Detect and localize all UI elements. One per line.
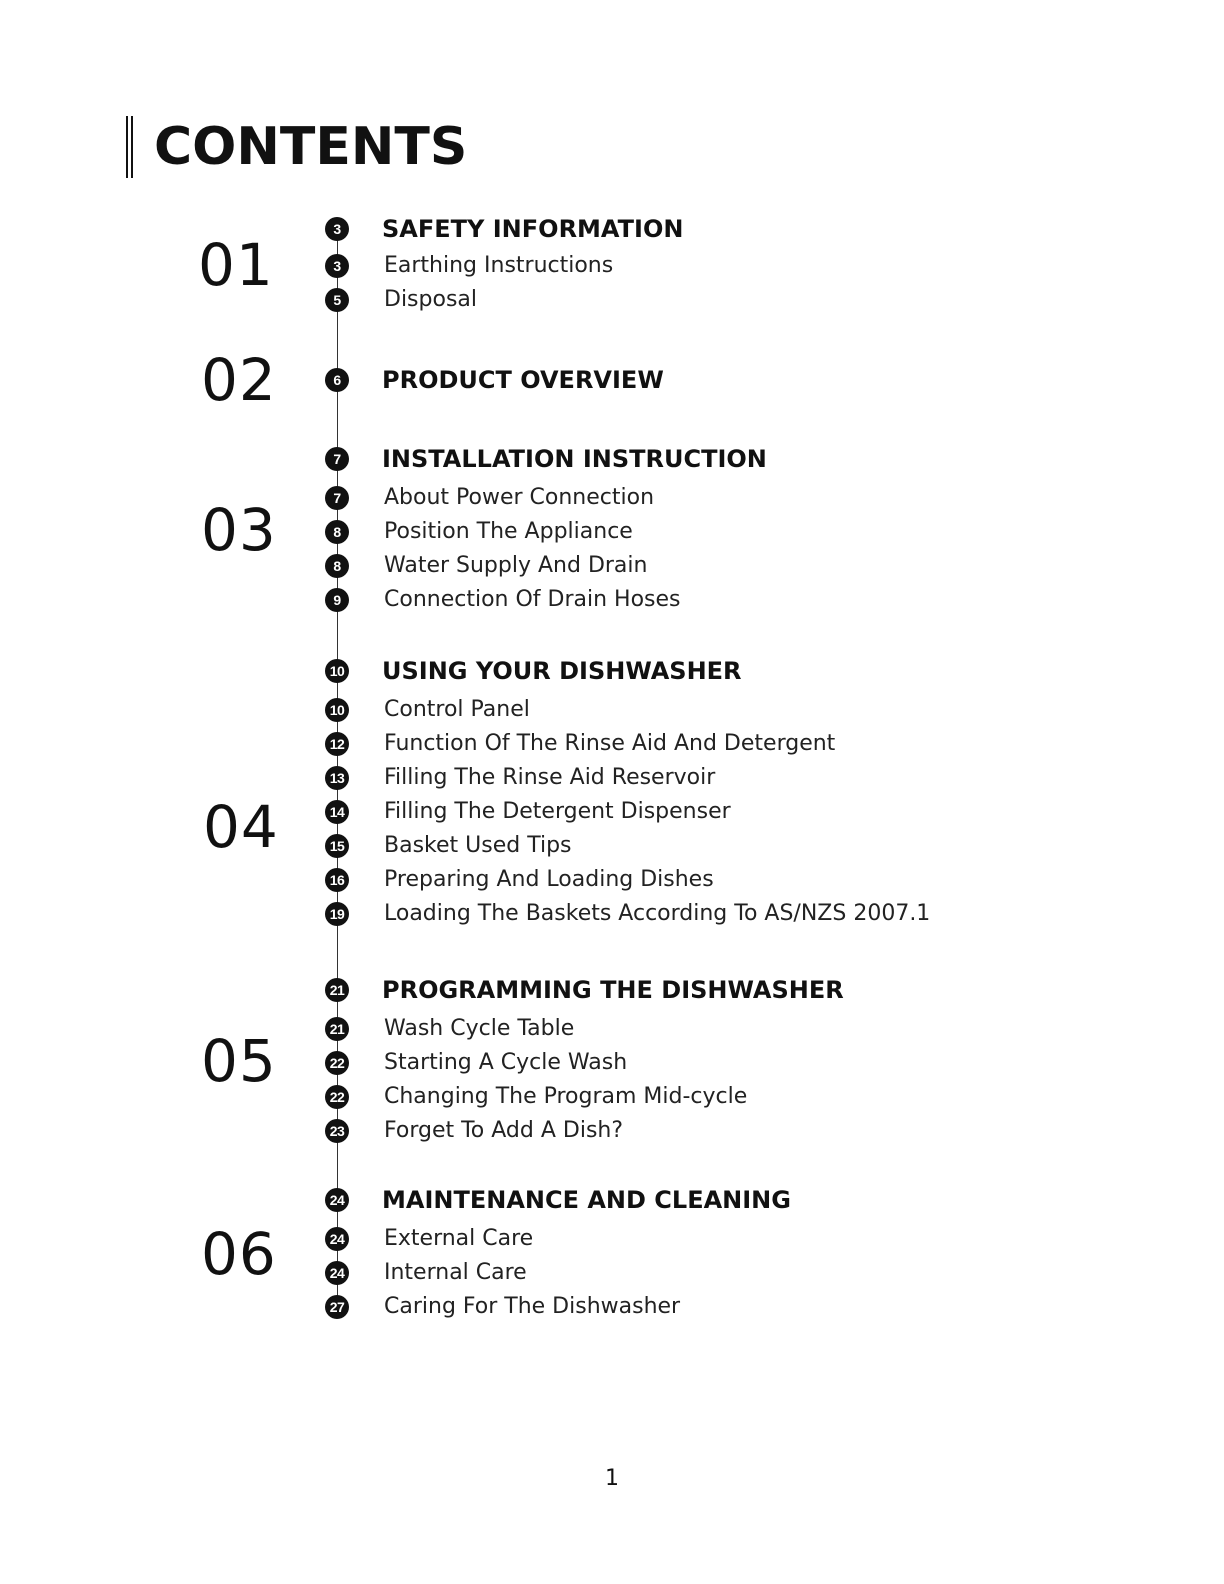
toc-entry-label: Control Panel <box>384 697 530 722</box>
toc-entry-label: Forget To Add A Dish? <box>384 1118 624 1143</box>
page-badge: 24 <box>325 1261 349 1285</box>
page-badge: 10 <box>325 659 349 683</box>
page-badge: 12 <box>325 732 349 756</box>
toc-entry-row <box>0 517 1224 547</box>
toc-entry-row <box>0 865 1224 895</box>
section-number: 04 <box>203 793 279 861</box>
page-badge: 7 <box>325 486 349 510</box>
toc-entry-label: Water Supply And Drain <box>384 553 648 578</box>
page-badge: 21 <box>325 1017 349 1041</box>
section-number: 05 <box>201 1027 277 1095</box>
page-badge: 22 <box>325 1051 349 1075</box>
toc-entry-label: External Care <box>384 1226 534 1251</box>
page-badge: 6 <box>325 368 349 392</box>
toc-entry-label: Disposal <box>384 287 477 312</box>
toc-entry-label: Position The Appliance <box>384 519 633 544</box>
page-badge: 7 <box>325 447 349 471</box>
toc-entry-label: Internal Care <box>384 1260 527 1285</box>
toc-entry-row <box>0 1082 1224 1112</box>
section-heading-row <box>0 975 1224 1005</box>
toc-entry-label: Starting A Cycle Wash <box>384 1050 628 1075</box>
page-badge: 15 <box>325 834 349 858</box>
page-badge: 3 <box>325 254 349 278</box>
page-badge: 14 <box>325 800 349 824</box>
page-badge: 27 <box>325 1295 349 1319</box>
toc-entry-label: Wash Cycle Table <box>384 1016 575 1041</box>
toc-entry-row <box>0 1116 1224 1146</box>
page-badge: 23 <box>325 1119 349 1143</box>
page-badge: 9 <box>325 588 349 612</box>
toc-entry-row <box>0 285 1224 315</box>
toc-entry-row <box>0 551 1224 581</box>
section-heading: PRODUCT OVERVIEW <box>382 366 664 394</box>
toc-entry-label: Basket Used Tips <box>384 833 572 858</box>
section-heading: USING YOUR DISHWASHER <box>382 657 742 685</box>
section-heading-row <box>0 444 1224 474</box>
toc-entry-label: Preparing And Loading Dishes <box>384 867 714 892</box>
section-heading: SAFETY INFORMATION <box>382 215 684 243</box>
toc-entry-label: Caring For The Dishwasher <box>384 1294 681 1319</box>
toc-entry-label: Loading The Baskets According To AS/NZS 2007.1 <box>384 901 931 926</box>
toc-entry-label: Connection Of Drain Hoses <box>384 587 681 612</box>
toc-entry-label: Filling The Detergent Dispenser <box>384 799 731 824</box>
toc-entry-row <box>0 797 1224 827</box>
page-badge: 24 <box>325 1227 349 1251</box>
toc-entry-row <box>0 1014 1224 1044</box>
toc-entry-label: Filling The Rinse Aid Reservoir <box>384 765 716 790</box>
page-badge: 8 <box>325 520 349 544</box>
toc-entry-row <box>0 483 1224 513</box>
toc-entry-row <box>0 585 1224 615</box>
toc-entry-label: Function Of The Rinse Aid And Detergent <box>384 731 836 756</box>
page-badge: 5 <box>325 288 349 312</box>
page-badge: 19 <box>325 902 349 926</box>
section-number: 06 <box>201 1220 277 1288</box>
toc-entry-row <box>0 729 1224 759</box>
page-number: 1 <box>605 1466 619 1491</box>
toc-entry-row <box>0 1224 1224 1254</box>
title-double-bar <box>126 116 134 178</box>
toc-entry-row <box>0 831 1224 861</box>
page-badge: 8 <box>325 554 349 578</box>
toc-entry-row <box>0 899 1224 929</box>
section-heading-row <box>0 656 1224 686</box>
section-heading-row <box>0 1185 1224 1215</box>
section-number: 02 <box>201 346 277 414</box>
toc-entry-row <box>0 1048 1224 1078</box>
page-badge: 22 <box>325 1085 349 1109</box>
page-badge: 21 <box>325 978 349 1002</box>
toc-entry-label: Changing The Program Mid-cycle <box>384 1084 748 1109</box>
section-heading: MAINTENANCE AND CLEANING <box>382 1186 791 1214</box>
page-badge: 16 <box>325 868 349 892</box>
toc-entry-row <box>0 251 1224 281</box>
page-title: CONTENTS <box>154 117 468 177</box>
toc-entry-label: About Power Connection <box>384 485 655 510</box>
section-heading-row <box>0 214 1224 244</box>
section-number: 03 <box>201 496 277 564</box>
section-number: 01 <box>198 231 274 299</box>
page-badge: 10 <box>325 698 349 722</box>
toc-entry-row <box>0 1258 1224 1288</box>
toc-entry-row <box>0 763 1224 793</box>
page-badge: 24 <box>325 1188 349 1212</box>
section-heading: INSTALLATION INSTRUCTION <box>382 445 767 473</box>
toc-entry-row <box>0 1292 1224 1322</box>
toc-entry-row <box>0 695 1224 725</box>
section-heading: PROGRAMMING THE DISHWASHER <box>382 976 844 1004</box>
page-badge: 13 <box>325 766 349 790</box>
page-badge: 3 <box>325 217 349 241</box>
toc-entry-label: Earthing Instructions <box>384 253 614 278</box>
section-heading-row <box>0 365 1224 395</box>
